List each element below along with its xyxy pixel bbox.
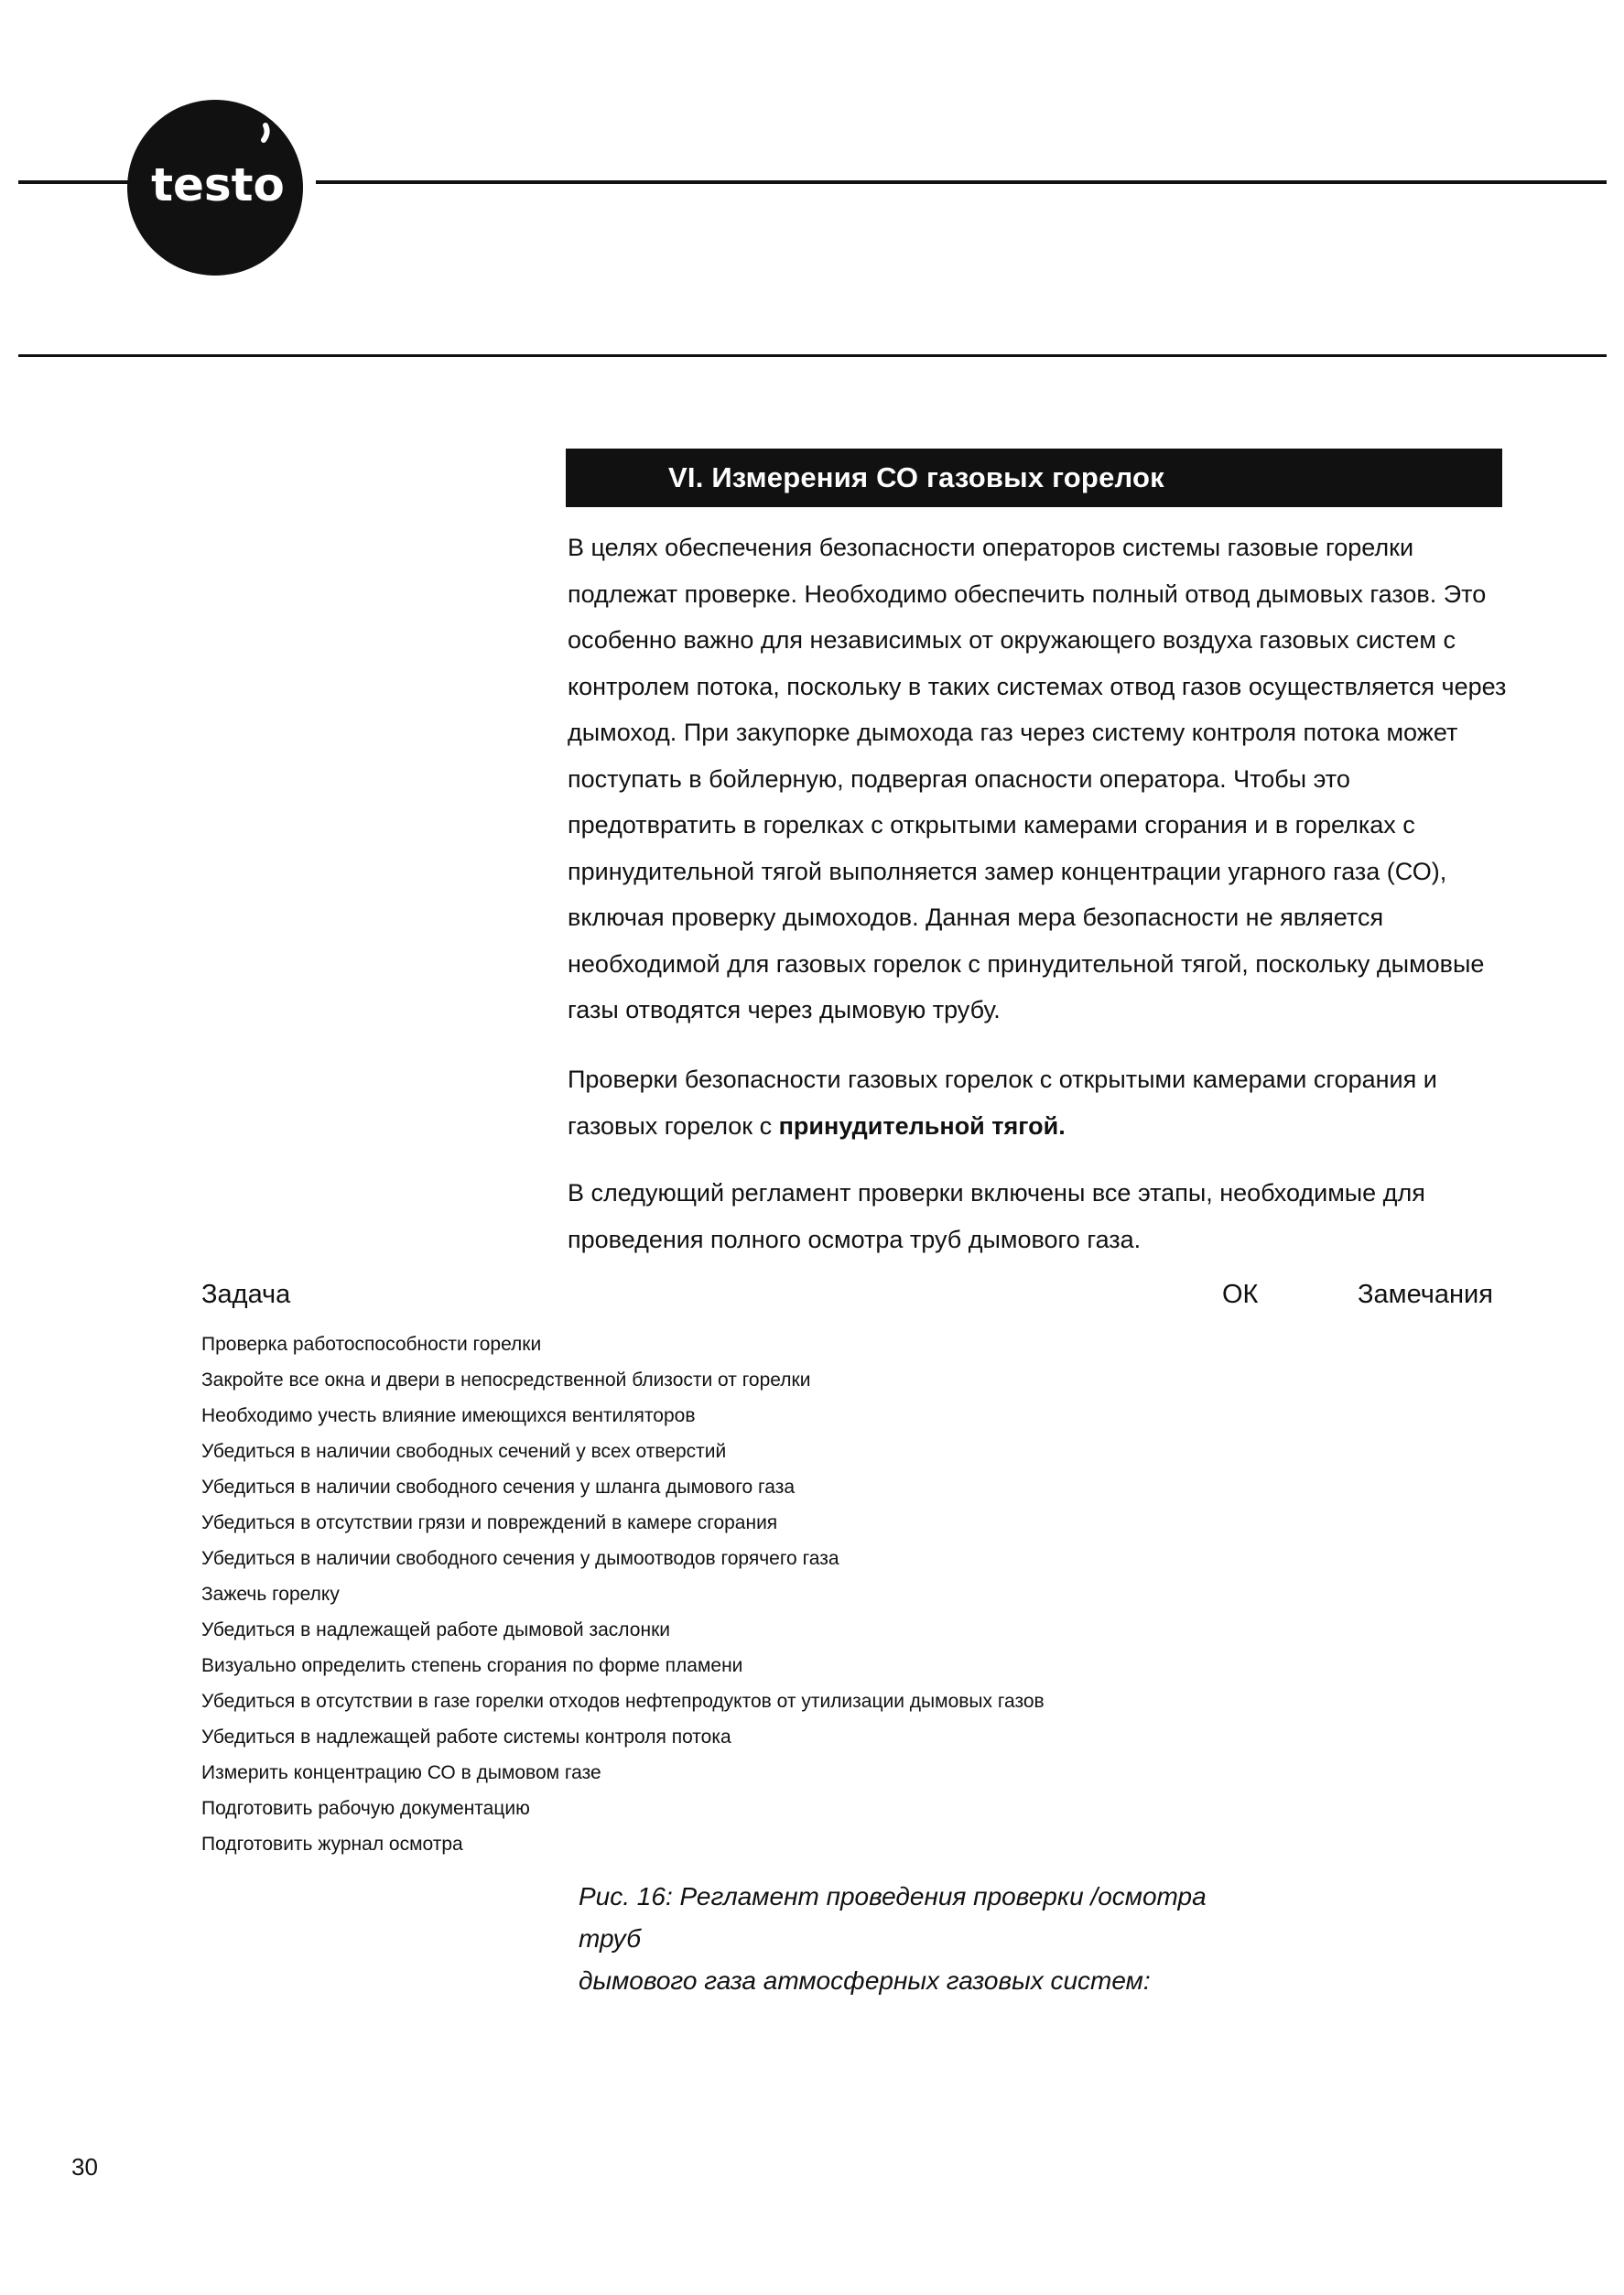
page-number: 30 xyxy=(71,2153,98,2181)
checks-bold-text: принудительной тягой. xyxy=(778,1111,1066,1140)
task-item: Убедиться в надлежащей работе дымовой заслонки xyxy=(201,1619,670,1640)
task-item: Подготовить рабочую документацию xyxy=(201,1798,530,1819)
task-item: Визуально определить степень сгорания по форме пламени xyxy=(201,1655,743,1676)
column-header-ok: ОК xyxy=(1222,1280,1259,1309)
logo-text: testo xyxy=(151,158,285,211)
task-item: Убедиться в отсутствии грязи и повреждений в камере сгорания xyxy=(201,1512,778,1533)
task-item: Убедиться в наличии свободного сечения у дымоотводов горячего газа xyxy=(201,1548,839,1569)
header-rule-right xyxy=(316,180,1607,184)
task-item: Убедиться в наличии свободного сечения у шланга дымового газа xyxy=(201,1477,795,1498)
testo-logo xyxy=(126,98,309,277)
schedule-paragraph: В следующий регламент проверки включены все этапы, необходимые для проведения полного осмотра труб дымового газа. xyxy=(568,1179,1425,1253)
section-title: VI. Измерения СО газовых горелок xyxy=(668,461,1164,493)
section-header xyxy=(566,449,1502,507)
task-item: Убедиться в отсутствии в газе горелки отходов нефтепродуктов от утилизации дымовых газов xyxy=(201,1691,1045,1712)
column-header-notes: Замечания xyxy=(1358,1280,1493,1309)
section-divider xyxy=(18,354,1607,357)
task-item: Убедиться в наличии свободных сечений у всех отверстий xyxy=(201,1441,727,1462)
checks-text: Проверки безопасности газовых горелок с открытыми камерами сгорания и газовых горелок с xyxy=(568,1066,1437,1140)
task-list xyxy=(201,1326,1045,1862)
caption-line-2: дымового газа атмосферных газовых систем: xyxy=(579,1966,1151,1995)
header-rule-left xyxy=(18,180,128,184)
figure-caption xyxy=(579,1876,1238,2002)
task-item: Подготовить журнал осмотра xyxy=(201,1834,463,1855)
caption-line-1: Рис. 16: Регламент проведения проверки /осмотра труб xyxy=(579,1882,1207,1953)
checks-paragraph xyxy=(568,1056,1510,1149)
task-item: Проверка работоспособности горелки xyxy=(201,1334,542,1355)
task-item: Зажечь горелку xyxy=(201,1584,340,1605)
task-item: Убедиться в надлежащей работе системы контроля потока xyxy=(201,1727,731,1748)
intro-paragraph: В целях обеспечения безопасности операторов системы газовые горелки подлежат проверке. Необходимо обеспечить полный отвод дымовых газов. Это особенно важно для независимых от окружающего воздуха газовых систем с контролем потока, поскольку в таких системах отвод газов осуществляется через дымоход. При закупорке дымохода газ через систему контроля потока может поступать в бойлерную, подвергая опасности оператора. Чтобы это предотвратить в горелках с открытыми камерами сгорания и в горелках с принудительной тягой выполняется замер концентрации угарного газа (СО), включая проверку дымоходов. Данная мера безопасности не является необходимой для газовых горелок с принудительной тягой, поскольку дымовые газы отводятся через дымовую трубу. xyxy=(568,534,1507,1023)
column-header-task: Задача xyxy=(201,1280,291,1309)
task-item: Закройте все окна и двери в непосредственной близости от горелки xyxy=(201,1369,811,1391)
task-item: Необходимо учесть влияние имеющихся вентиляторов xyxy=(201,1405,696,1426)
task-item: Измерить концентрацию СО в дымовом газе xyxy=(201,1762,601,1783)
